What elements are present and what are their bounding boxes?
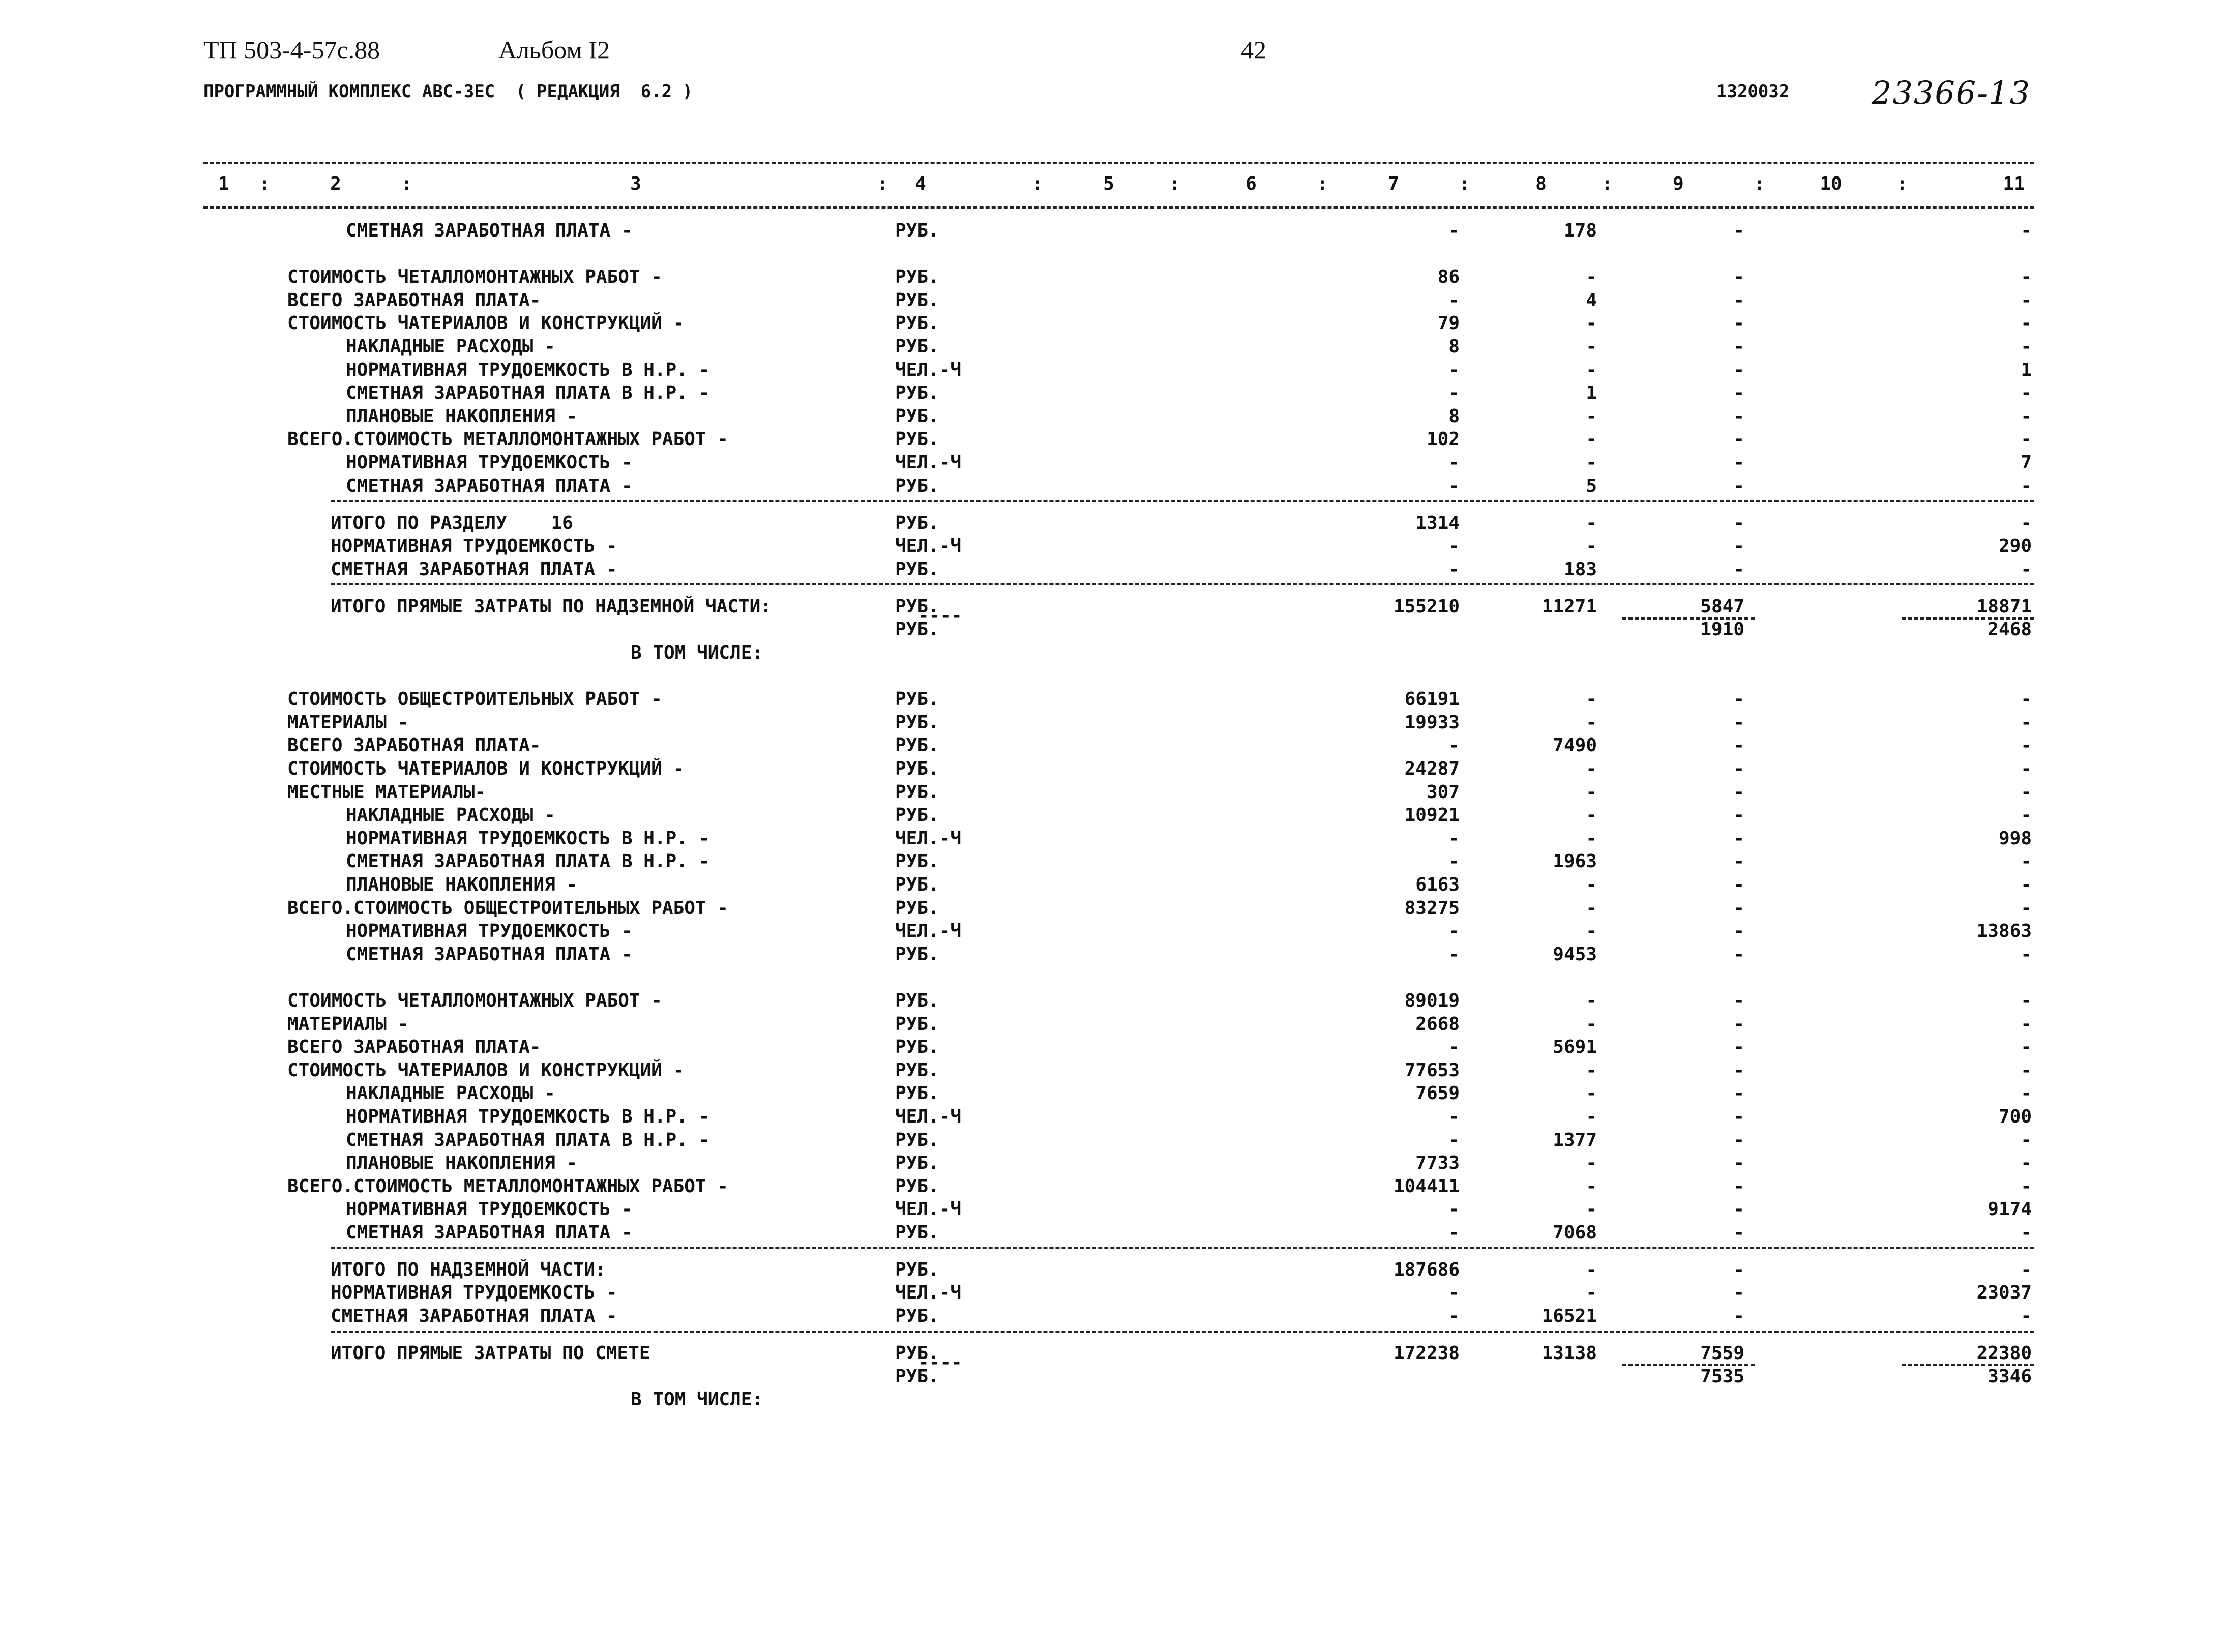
value-col7: 102 xyxy=(1426,429,1460,450)
value-col8: 178 xyxy=(1563,220,1597,241)
value-col9: - xyxy=(1733,1083,1744,1104)
program-title: ПРОГРАММНЫЙ КОМПЛЕКС АВС-3ЕС ( РЕДАКЦИЯ 6.2 ) xyxy=(203,81,693,102)
value-col9: - xyxy=(1733,558,1744,580)
column-header-1: 1 xyxy=(218,173,229,194)
column-header-9: 9 xyxy=(1673,173,1684,194)
row-unit: РУБ. xyxy=(895,429,939,450)
value-col8: - xyxy=(1586,536,1597,557)
value-col9: - xyxy=(1733,897,1744,919)
row-unit: ЧЕЛ.-Ч xyxy=(895,1106,962,1127)
row-unit: РУБ. xyxy=(895,1083,939,1104)
value-col8: 16521 xyxy=(1542,1306,1597,1327)
row-unit: РУБ. xyxy=(895,220,939,241)
row-label: СТОИМОСТЬ ЧЕТАЛЛОМОНТАЖНЫХ РАБОТ - xyxy=(287,267,662,288)
value-col7: - xyxy=(1448,1037,1460,1058)
value-col9: - xyxy=(1733,512,1744,534)
value-col11: - xyxy=(2021,874,2032,895)
value-col8: - xyxy=(1586,805,1597,826)
value-col11: - xyxy=(2021,897,2032,919)
value-col11: - xyxy=(2021,336,2032,357)
row-label: НОРМАТИВНАЯ ТРУДОЕМКОСТЬ - xyxy=(331,536,617,557)
row-label: СМЕТНАЯ ЗАРАБОТНАЯ ПЛАТА В Н.Р. - xyxy=(346,382,710,404)
row-unit: РУБ. xyxy=(895,289,939,311)
row-unit: РУБ. xyxy=(895,382,939,404)
row-label: НАКЛАДНЫЕ РАСХОДЫ - xyxy=(346,805,555,826)
row-unit: РУБ. xyxy=(895,1059,939,1081)
value-col8: - xyxy=(1586,1153,1597,1174)
row-unit: РУБ. xyxy=(895,558,939,580)
row-unit: ЧЕЛ.-Ч xyxy=(895,1199,962,1220)
value-col7: 79 xyxy=(1437,313,1460,334)
value-col8: - xyxy=(1586,1059,1597,1081)
column-separator: : xyxy=(1459,173,1470,194)
row-label: СТОИМОСТЬ ЧАТЕРИАЛОВ И КОНСТРУКЦИЙ - xyxy=(287,313,685,334)
row-label: ПЛАНОВЫЕ НАКОПЛЕНИЯ - xyxy=(346,405,578,427)
value-col11: - xyxy=(2021,1153,2032,1174)
row-unit: РУБ. xyxy=(895,1343,939,1364)
row-unit: РУБ. xyxy=(895,405,939,427)
value-col11: - xyxy=(2021,758,2032,779)
row-label: СМЕТНАЯ ЗАРАБОТНАЯ ПЛАТА - xyxy=(346,1222,633,1243)
value-col11: - xyxy=(2021,689,2032,710)
row-unit: РУБ. xyxy=(895,897,939,919)
row-unit: РУБ. xyxy=(895,1306,939,1327)
row-label: ВСЕГО ЗАРАБОТНАЯ ПЛАТА- xyxy=(287,735,541,756)
value-col9: - xyxy=(1733,1037,1744,1058)
value-col11: - xyxy=(2021,512,2032,534)
value-col9: - xyxy=(1733,405,1744,427)
row-unit: РУБ. xyxy=(895,1366,939,1387)
section-rule xyxy=(331,500,2034,502)
value-col8: 13138 xyxy=(1542,1343,1597,1364)
row-label: СМЕТНАЯ ЗАРАБОТНАЯ ПЛАТА В Н.Р. - xyxy=(346,1129,710,1150)
value-col11: 22380 xyxy=(1976,1343,2032,1364)
value-col8: - xyxy=(1586,452,1597,473)
value-col8: 183 xyxy=(1563,558,1597,580)
value-col8: - xyxy=(1586,512,1597,534)
value-col8: - xyxy=(1586,1083,1597,1104)
value-col7: 86 xyxy=(1437,267,1460,288)
row-unit: РУБ. xyxy=(895,1175,939,1197)
unit-underline: ---- xyxy=(918,1352,962,1373)
value-col9: - xyxy=(1733,429,1744,450)
row-label: СМЕТНАЯ ЗАРАБОТНАЯ ПЛАТА В Н.Р. - xyxy=(346,851,710,872)
value-col9: - xyxy=(1733,874,1744,895)
row-label: ПЛАНОВЫЕ НАКОПЛЕНИЯ - xyxy=(346,874,578,895)
value-col8: 1963 xyxy=(1553,851,1597,872)
value-col11: 1 xyxy=(2021,359,2032,380)
value-col8: - xyxy=(1586,405,1597,427)
value-col7: 104411 xyxy=(1393,1175,1460,1197)
row-label: СТОИМОСТЬ ЧАТЕРИАЛОВ И КОНСТРУКЦИЙ - xyxy=(287,758,685,779)
section-rule xyxy=(331,1247,2034,1249)
value-col11: 2468 xyxy=(1988,619,2032,640)
row-unit: РУБ. xyxy=(895,990,939,1011)
value-col11: - xyxy=(2021,220,2032,241)
value-col9: - xyxy=(1733,359,1744,380)
row-unit: ЧЕЛ.-Ч xyxy=(895,536,962,557)
row-label: ИТОГО ПО РАЗДЕЛУ 16 xyxy=(331,512,573,534)
value-col9: - xyxy=(1733,943,1744,965)
value-col11: - xyxy=(2021,1129,2032,1150)
value-col7: - xyxy=(1448,558,1460,580)
value-col8: 4 xyxy=(1586,289,1597,311)
row-unit: РУБ. xyxy=(895,735,939,756)
row-label: ИТОГО ПРЯМЫЕ ЗАТРАТЫ ПО НАДЗЕМНОЙ ЧАСТИ: xyxy=(331,596,772,617)
value-col9: - xyxy=(1733,1153,1744,1174)
value-col9: - xyxy=(1733,1282,1744,1304)
row-unit: РУБ. xyxy=(895,596,939,617)
row-label: ВСЕГО.СТОИМОСТЬ ОБЩЕСТРОИТЕЛЬНЫХ РАБОТ - xyxy=(287,897,728,919)
value-col11: - xyxy=(2021,429,2032,450)
value-col9: - xyxy=(1733,1059,1744,1081)
value-col7: - xyxy=(1448,289,1460,311)
value-col11: - xyxy=(2021,1037,2032,1058)
value-col8: - xyxy=(1586,1175,1597,1197)
row-unit: РУБ. xyxy=(895,943,939,965)
value-col9: - xyxy=(1733,781,1744,803)
value-col8: - xyxy=(1586,1013,1597,1035)
value-col8: - xyxy=(1586,313,1597,334)
row-unit: РУБ. xyxy=(895,619,939,640)
row-unit: РУБ. xyxy=(895,313,939,334)
value-col9: - xyxy=(1733,313,1744,334)
row-unit: ЧЕЛ.-Ч xyxy=(895,1282,962,1304)
column-separator: : xyxy=(1032,173,1043,194)
value-col9: - xyxy=(1733,452,1744,473)
row-label: СМЕТНАЯ ЗАРАБОТНАЯ ПЛАТА - xyxy=(346,475,633,496)
value-col8: - xyxy=(1586,758,1597,779)
value-col8: 9453 xyxy=(1553,943,1597,965)
value-col11: - xyxy=(2021,1222,2032,1243)
row-unit: РУБ. xyxy=(895,1259,939,1280)
row-label: ИТОГО ПРЯМЫЕ ЗАТРАТЫ ПО СМЕТЕ xyxy=(331,1343,650,1364)
value-col7: - xyxy=(1448,536,1460,557)
value-col7: - xyxy=(1448,943,1460,965)
column-header-7: 7 xyxy=(1388,173,1399,194)
value-col8: 1377 xyxy=(1553,1129,1597,1150)
value-col9: 7535 xyxy=(1700,1366,1744,1387)
value-col7: 6163 xyxy=(1415,874,1460,895)
value-col7: 83275 xyxy=(1404,897,1460,919)
row-label: НОРМАТИВНАЯ ТРУДОЕМКОСТЬ - xyxy=(346,1199,633,1220)
value-col9: - xyxy=(1733,1306,1744,1327)
value-col7: 7659 xyxy=(1415,1083,1460,1104)
row-label: СМЕТНАЯ ЗАРАБОТНАЯ ПЛАТА - xyxy=(346,220,633,241)
value-col9: - xyxy=(1733,758,1744,779)
column-header-11: 11 xyxy=(2003,173,2025,194)
value-col8: - xyxy=(1586,267,1597,288)
value-col8: - xyxy=(1586,1259,1597,1280)
value-col9: - xyxy=(1733,851,1744,872)
value-col7: - xyxy=(1448,1129,1460,1150)
value-col8: - xyxy=(1586,828,1597,849)
header-rule-bottom xyxy=(203,206,2034,209)
row-label: ИТОГО ПО НАДЗЕМНОЙ ЧАСТИ: xyxy=(331,1259,606,1280)
row-label: СТОИМОСТЬ ЧАТЕРИАЛОВ И КОНСТРУКЦИЙ - xyxy=(287,1059,685,1081)
value-col7: - xyxy=(1448,359,1460,380)
value-col7: 10921 xyxy=(1404,805,1460,826)
value-col7: 307 xyxy=(1426,781,1460,803)
row-unit: РУБ. xyxy=(895,781,939,803)
value-col9: - xyxy=(1733,1013,1744,1035)
value-col11: 998 xyxy=(1998,828,2032,849)
value-col11: 700 xyxy=(1998,1106,2032,1127)
row-label: В ТОМ ЧИСЛЕ: xyxy=(631,1389,763,1410)
row-unit: РУБ. xyxy=(895,689,939,710)
column-separator: : xyxy=(1169,173,1180,194)
value-col11: - xyxy=(2021,1083,2032,1104)
row-label: НОРМАТИВНАЯ ТРУДОЕМКОСТЬ В Н.Р. - xyxy=(346,828,710,849)
column-header-10: 10 xyxy=(1820,173,1842,194)
value-col8: - xyxy=(1586,874,1597,895)
value-col7: - xyxy=(1448,452,1460,473)
value-col8: - xyxy=(1586,1282,1597,1304)
value-col11: - xyxy=(2021,267,2032,288)
row-label: СМЕТНАЯ ЗАРАБОТНАЯ ПЛАТА - xyxy=(346,943,633,965)
value-col9: - xyxy=(1733,475,1744,496)
album-label: Альбом I2 xyxy=(498,36,610,64)
row-unit: ЧЕЛ.-Ч xyxy=(895,921,962,942)
row-unit: РУБ. xyxy=(895,512,939,534)
value-col9: 7559 xyxy=(1700,1343,1744,1364)
column-separator: : xyxy=(877,173,888,194)
row-unit: РУБ. xyxy=(895,851,939,872)
value-col7: - xyxy=(1448,382,1460,404)
value-col11: - xyxy=(2021,1059,2032,1081)
column-separator: : xyxy=(1317,173,1328,194)
row-label: НАКЛАДНЫЕ РАСХОДЫ - xyxy=(346,336,555,357)
value-col9: - xyxy=(1733,921,1744,942)
value-col11: 9174 xyxy=(1988,1199,2032,1220)
value-col7: 19933 xyxy=(1404,712,1460,733)
value-col9: - xyxy=(1733,735,1744,756)
row-label: СМЕТНАЯ ЗАРАБОТНАЯ ПЛАТА - xyxy=(331,1306,617,1327)
value-col7: 155210 xyxy=(1393,596,1460,617)
column-header-2: 2 xyxy=(330,173,341,194)
value-col11: - xyxy=(2021,1306,2032,1327)
row-label: СТОИМОСТЬ ЧЕТАЛЛОМОНТАЖНЫХ РАБОТ - xyxy=(287,990,662,1011)
value-col7: - xyxy=(1448,220,1460,241)
value-col8: - xyxy=(1586,990,1597,1011)
row-unit: РУБ. xyxy=(895,475,939,496)
value-col9: - xyxy=(1733,1106,1744,1127)
value-col9: - xyxy=(1733,336,1744,357)
value-col9: - xyxy=(1733,536,1744,557)
value-col8: 5 xyxy=(1586,475,1597,496)
row-unit: ЧЕЛ.-Ч xyxy=(895,359,962,380)
row-label: НОРМАТИВНАЯ ТРУДОЕМКОСТЬ В Н.Р. - xyxy=(346,359,710,380)
value-col9: - xyxy=(1733,1175,1744,1197)
value-col11: - xyxy=(2021,805,2032,826)
value-col9: - xyxy=(1733,1222,1744,1243)
column-header-4: 4 xyxy=(915,173,926,194)
value-col11: - xyxy=(2021,289,2032,311)
value-col8: 7068 xyxy=(1553,1222,1597,1243)
value-col7: 7733 xyxy=(1415,1153,1460,1174)
row-label: НОРМАТИВНАЯ ТРУДОЕМКОСТЬ - xyxy=(346,452,633,473)
value-col11: - xyxy=(2021,405,2032,427)
value-col8: - xyxy=(1586,781,1597,803)
section-rule xyxy=(331,1331,2034,1333)
value-col8: 11271 xyxy=(1542,596,1597,617)
value-col9: - xyxy=(1733,1199,1744,1220)
row-label: МЕСТНЫЕ МАТЕРИАЛЫ- xyxy=(287,781,486,803)
value-col11: 23037 xyxy=(1976,1282,2032,1304)
value-col11: - xyxy=(2021,1013,2032,1035)
value-col11: - xyxy=(2021,990,2032,1011)
row-label: ВСЕГО.СТОИМОСТЬ МЕТАЛЛОМОНТАЖНЫХ РАБОТ - xyxy=(287,429,728,450)
column-separator: : xyxy=(259,173,270,194)
value-col7: 8 xyxy=(1448,405,1460,427)
section-rule xyxy=(331,583,2034,585)
value-col9: - xyxy=(1733,712,1744,733)
value-col7: 187686 xyxy=(1393,1259,1460,1280)
value-col7: 89019 xyxy=(1404,990,1460,1011)
column-header-8: 8 xyxy=(1535,173,1547,194)
row-unit: РУБ. xyxy=(895,874,939,895)
value-col7: 172238 xyxy=(1393,1343,1460,1364)
value-col9: - xyxy=(1733,1129,1744,1150)
value-col7: - xyxy=(1448,1199,1460,1220)
row-label: ПЛАНОВЫЕ НАКОПЛЕНИЯ - xyxy=(346,1153,578,1174)
value-col7: 1314 xyxy=(1415,512,1460,534)
value-col7: - xyxy=(1448,475,1460,496)
value-col7: - xyxy=(1448,1106,1460,1127)
row-unit: РУБ. xyxy=(895,1153,939,1174)
row-unit: ЧЕЛ.-Ч xyxy=(895,452,962,473)
value-col11: - xyxy=(2021,781,2032,803)
value-col7: 2668 xyxy=(1415,1013,1460,1035)
row-unit: РУБ. xyxy=(895,267,939,288)
value-col11: 18871 xyxy=(1976,596,2032,617)
value-col11: - xyxy=(2021,558,2032,580)
row-label: ВСЕГО ЗАРАБОТНАЯ ПЛАТА- xyxy=(287,1037,541,1058)
row-unit: РУБ. xyxy=(895,1222,939,1243)
value-col7: - xyxy=(1448,1222,1460,1243)
value-col11: - xyxy=(2021,1259,2032,1280)
value-col8: - xyxy=(1586,1106,1597,1127)
row-unit: РУБ. xyxy=(895,805,939,826)
handwritten-code: 23366-13 xyxy=(1872,74,2031,111)
value-col7: - xyxy=(1448,1282,1460,1304)
unit-underline: ---- xyxy=(918,605,962,626)
value-col9: 1910 xyxy=(1700,619,1744,640)
column-header-6: 6 xyxy=(1246,173,1257,194)
value-col8: - xyxy=(1586,897,1597,919)
column-header-3: 3 xyxy=(630,173,641,194)
value-col11: - xyxy=(2021,1175,2032,1197)
value-col7: 66191 xyxy=(1404,689,1460,710)
row-label: НОРМАТИВНАЯ ТРУДОЕМКОСТЬ - xyxy=(346,921,633,942)
value-col9: - xyxy=(1733,805,1744,826)
row-label: МАТЕРИАЛЫ - xyxy=(287,1013,409,1035)
value-col9: - xyxy=(1733,382,1744,404)
page-number: 42 xyxy=(1241,36,1266,64)
column-separator: : xyxy=(401,173,412,194)
value-col8: - xyxy=(1586,336,1597,357)
value-col11: - xyxy=(2021,382,2032,404)
row-label: СМЕТНАЯ ЗАРАБОТНАЯ ПЛАТА - xyxy=(331,558,617,580)
value-col11: - xyxy=(2021,851,2032,872)
row-label: ВСЕГО.СТОИМОСТЬ МЕТАЛЛОМОНТАЖНЫХ РАБОТ - xyxy=(287,1175,728,1197)
value-col9: 5847 xyxy=(1700,596,1744,617)
doc-code: ТП 503-4-57с.88 xyxy=(203,36,380,64)
value-col11: 7 xyxy=(2021,452,2032,473)
value-col8: - xyxy=(1586,921,1597,942)
row-label: МАТЕРИАЛЫ - xyxy=(287,712,409,733)
value-col9: - xyxy=(1733,267,1744,288)
row-unit: РУБ. xyxy=(895,336,939,357)
column-separator: : xyxy=(1896,173,1908,194)
value-col7: 24287 xyxy=(1404,758,1460,779)
value-col7: - xyxy=(1448,828,1460,849)
row-label: В ТОМ ЧИСЛЕ: xyxy=(631,642,763,663)
row-unit: РУБ. xyxy=(895,758,939,779)
column-header-5: 5 xyxy=(1103,173,1114,194)
value-col11: - xyxy=(2021,475,2032,496)
value-col11: - xyxy=(2021,943,2032,965)
row-label: НАКЛАДНЫЕ РАСХОДЫ - xyxy=(346,1083,555,1104)
value-col7: - xyxy=(1448,735,1460,756)
value-col9: - xyxy=(1733,289,1744,311)
value-col7: - xyxy=(1448,921,1460,942)
value-col7: - xyxy=(1448,851,1460,872)
value-col11: - xyxy=(2021,313,2032,334)
row-unit: ЧЕЛ.-Ч xyxy=(895,828,962,849)
value-col8: - xyxy=(1586,429,1597,450)
value-col7: - xyxy=(1448,1306,1460,1327)
value-col8: - xyxy=(1586,1199,1597,1220)
row-label: СТОИМОСТЬ ОБЩЕСТРОИТЕЛЬНЫХ РАБОТ - xyxy=(287,689,662,710)
value-col11: 3346 xyxy=(1988,1366,2032,1387)
value-col11: - xyxy=(2021,735,2032,756)
header-rule-top xyxy=(203,162,2034,164)
value-col9: - xyxy=(1733,220,1744,241)
value-col7: 77653 xyxy=(1404,1059,1460,1081)
value-col8: 1 xyxy=(1586,382,1597,404)
value-col11: 290 xyxy=(1998,536,2032,557)
column-separator: : xyxy=(1754,173,1765,194)
value-col8: - xyxy=(1586,712,1597,733)
row-unit: РУБ. xyxy=(895,1129,939,1150)
value-col9: - xyxy=(1733,689,1744,710)
value-col9: - xyxy=(1733,828,1744,849)
value-col8: - xyxy=(1586,689,1597,710)
column-separator: : xyxy=(1602,173,1613,194)
value-col8: 5691 xyxy=(1553,1037,1597,1058)
row-label: НОРМАТИВНАЯ ТРУДОЕМКОСТЬ В Н.Р. - xyxy=(346,1106,710,1127)
value-col9: - xyxy=(1733,1259,1744,1280)
value-col7: 8 xyxy=(1448,336,1460,357)
value-col9: - xyxy=(1733,990,1744,1011)
value-col11: 13863 xyxy=(1976,921,2032,942)
value-col8: 7490 xyxy=(1553,735,1597,756)
row-unit: РУБ. xyxy=(895,1037,939,1058)
value-col8: - xyxy=(1586,359,1597,380)
value-col11: - xyxy=(2021,712,2032,733)
row-label: НОРМАТИВНАЯ ТРУДОЕМКОСТЬ - xyxy=(331,1282,617,1304)
row-unit: РУБ. xyxy=(895,712,939,733)
row-label: ВСЕГО ЗАРАБОТНАЯ ПЛАТА- xyxy=(287,289,541,311)
code-number: 1320032 xyxy=(1716,81,1790,102)
row-unit: РУБ. xyxy=(895,1013,939,1035)
